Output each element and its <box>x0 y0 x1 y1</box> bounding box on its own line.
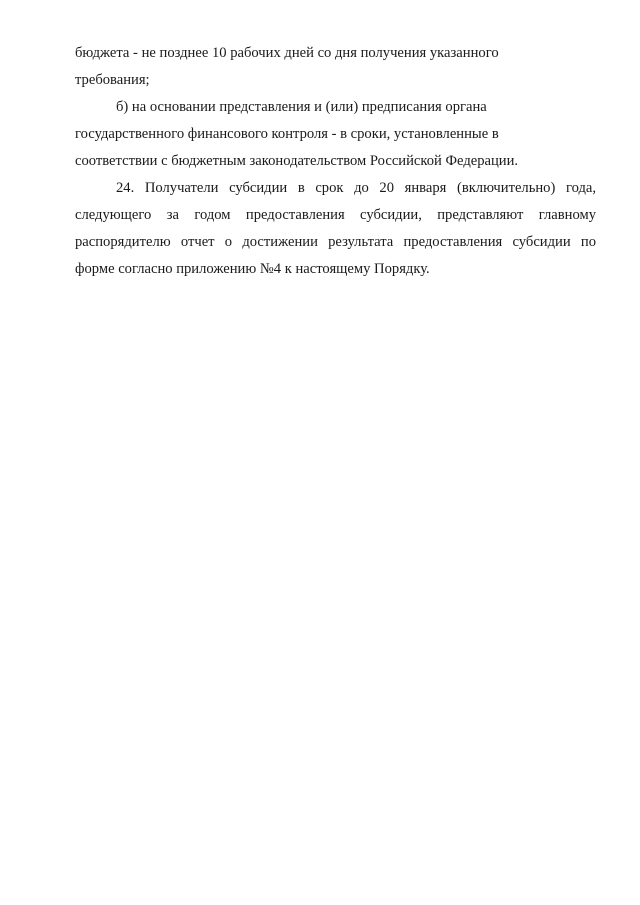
paragraph-line: 24. Получатели субсидии в срок до 20 января (включительно) года, <box>116 180 596 196</box>
paragraph-line: форме согласно приложению №4 к настоящему Порядку. <box>75 261 430 277</box>
paragraph-line: требования; <box>75 72 150 88</box>
paragraph-line: соответствии с бюджетным законодательством Российской Федерации. <box>75 153 519 169</box>
document-body <box>75 40 596 283</box>
paragraph-line: следующего за годом предоставления субсидии, представляют главному <box>75 207 596 223</box>
paragraph-line: б) на основании представления и (или) предписания органа <box>116 99 487 115</box>
paragraph-line: распорядителю отчет о достижении результата предоставления субсидии по <box>75 234 596 250</box>
paragraph-line: государственного финансового контроля - в сроки, установленные в <box>75 126 499 142</box>
paragraph-line: бюджета - не позднее 10 рабочих дней со дня получения указанного <box>75 45 499 61</box>
